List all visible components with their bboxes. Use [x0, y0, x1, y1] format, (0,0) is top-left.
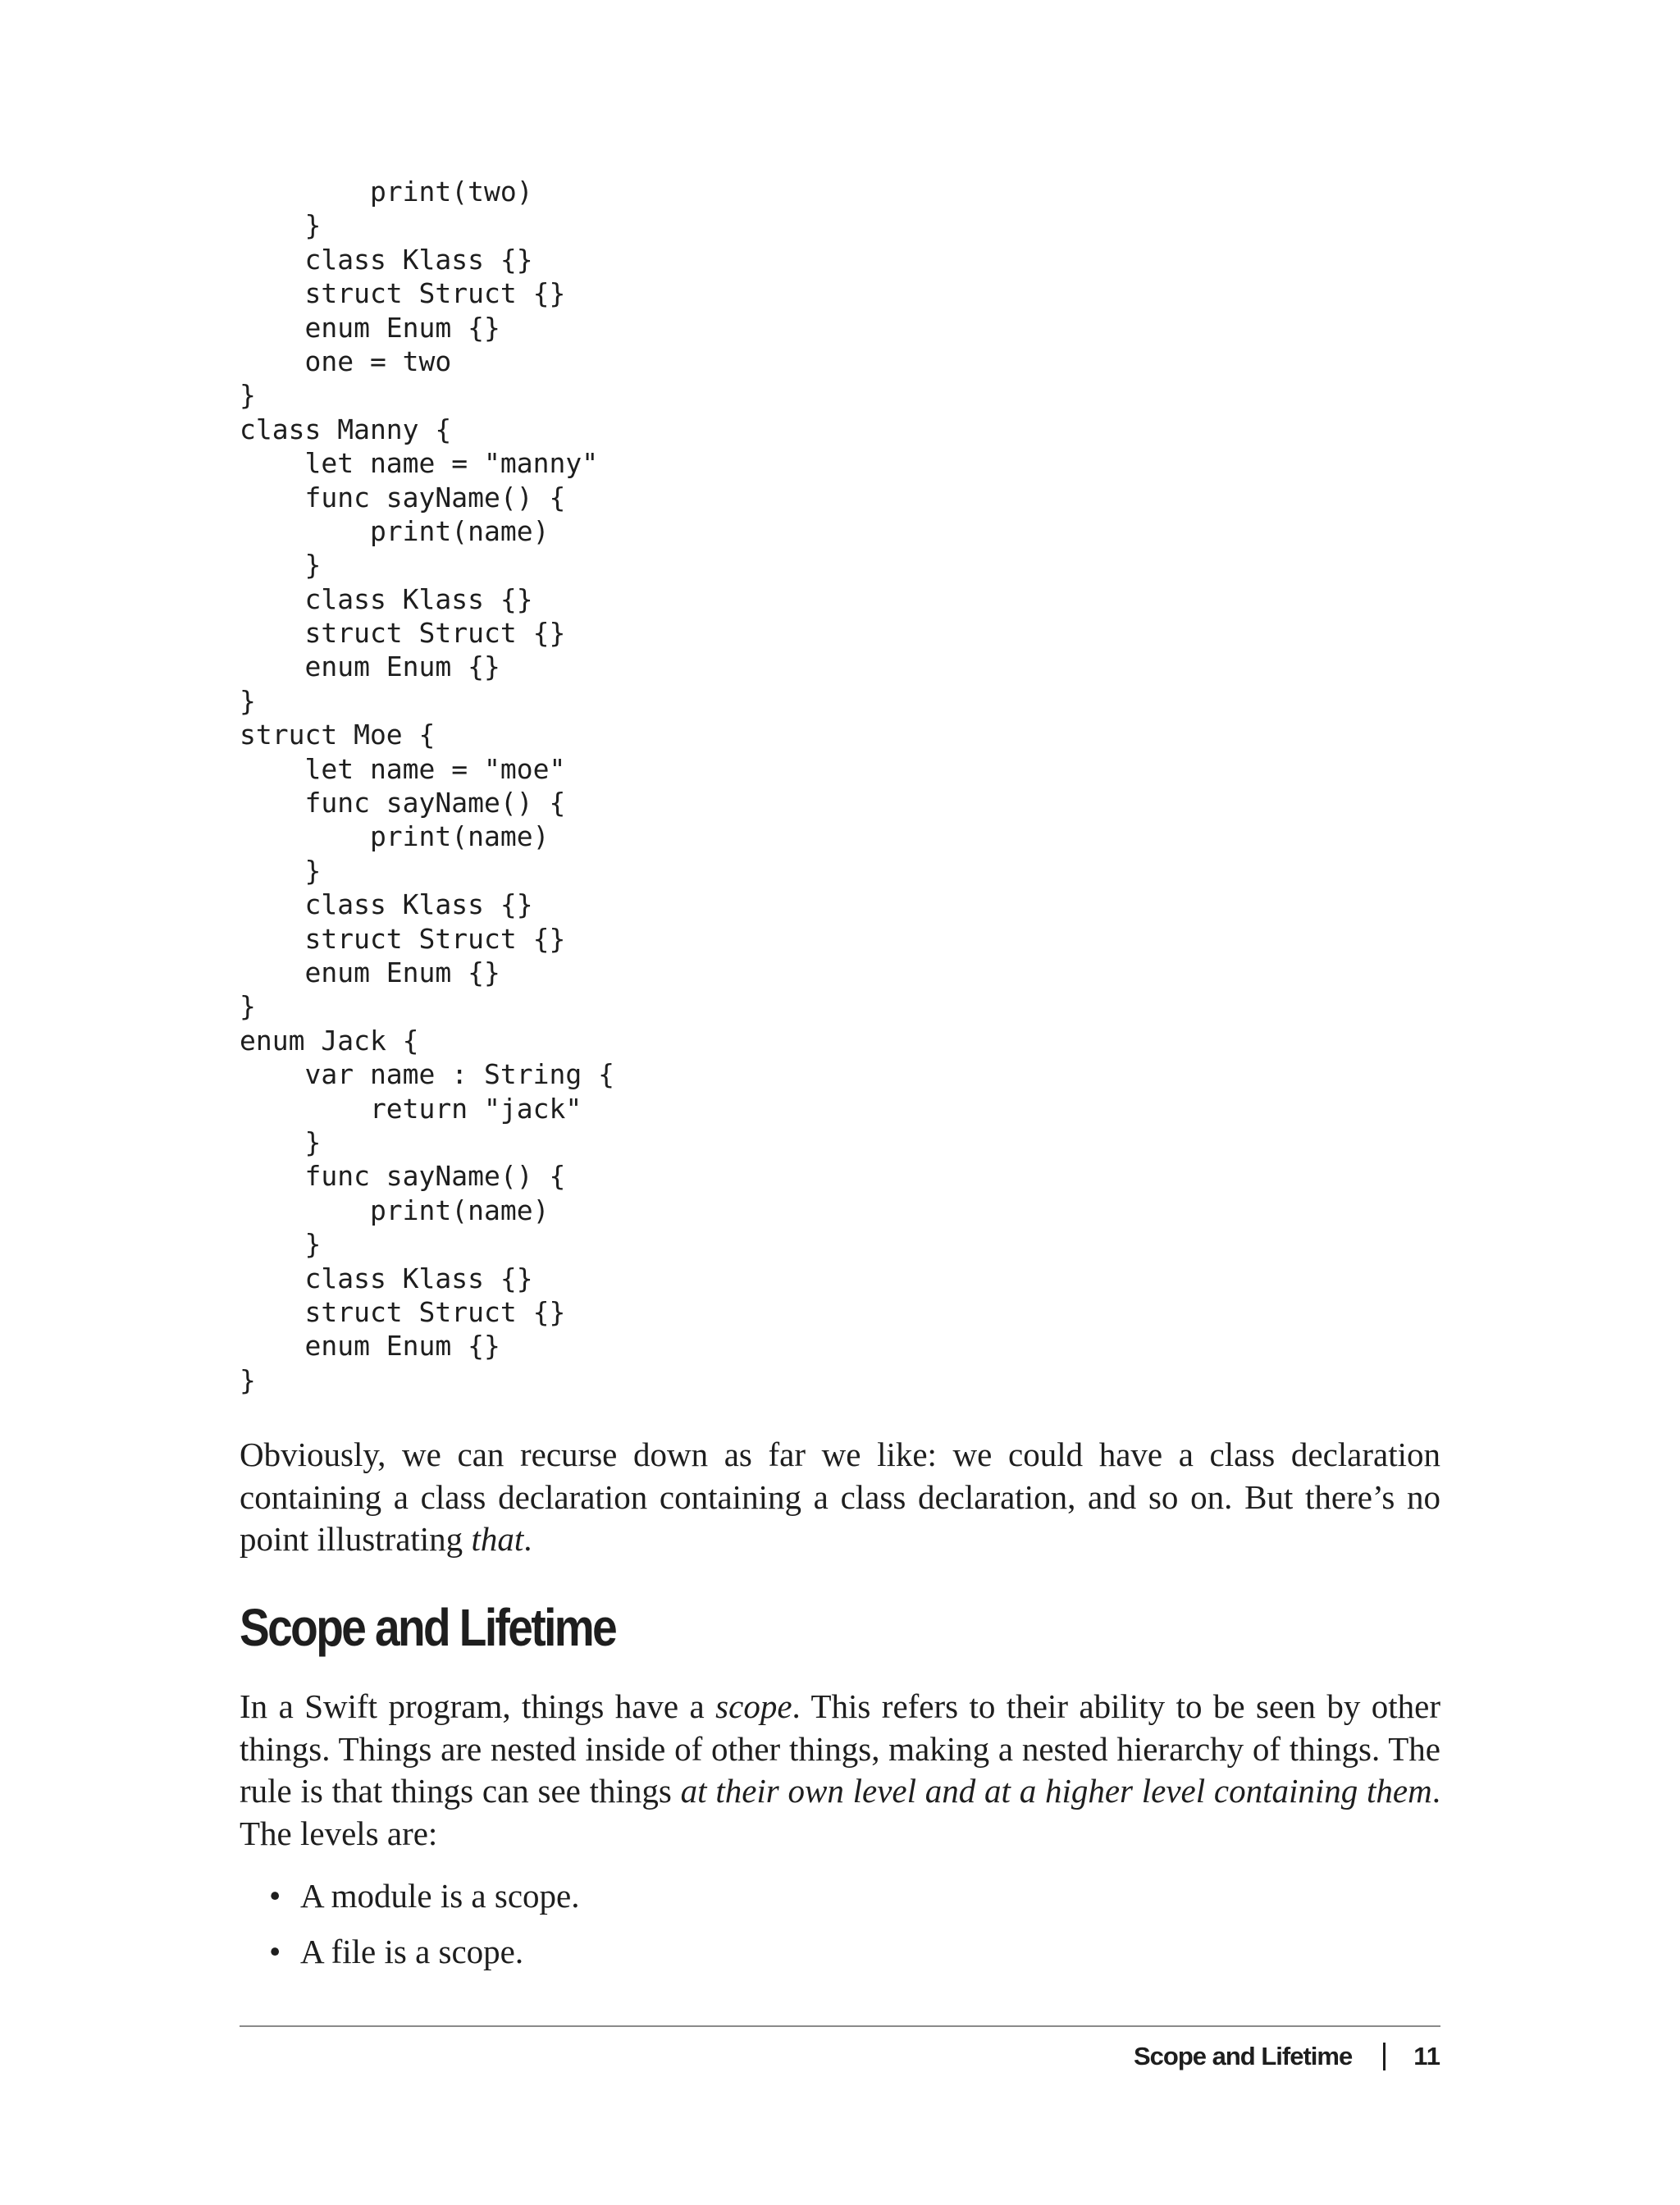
code-line: enum Enum {}	[240, 311, 500, 344]
code-line: struct Moe {	[240, 719, 436, 751]
code-line: enum Enum {}	[240, 956, 500, 988]
page-footer	[1134, 2034, 1440, 2079]
emphasis-levels: at their own level and at a higher level containing them	[680, 1772, 1432, 1810]
paragraph-text: Obviously, we can recurse down as far we like: we could have a class declaration containing a class declaration containing a class declaration, and so on. But there’s no point illustrating	[240, 1436, 1440, 1558]
paragraph-recursion	[240, 1434, 1440, 1561]
code-line: class Klass {}	[240, 243, 533, 276]
code-line: class Klass {}	[240, 582, 533, 615]
code-line: }	[240, 1228, 322, 1261]
code-line: let name = "moe"	[240, 752, 566, 785]
code-line: enum Enum {}	[240, 651, 500, 683]
code-line: func sayName() {	[240, 787, 566, 819]
code-line: return "jack"	[240, 1092, 582, 1125]
code-line: class Klass {}	[240, 888, 533, 921]
code-line: struct Struct {}	[240, 1295, 566, 1328]
code-line: one = two	[240, 345, 452, 377]
code-line: print(name)	[240, 514, 550, 547]
list-item-text: A file is a scope.	[300, 1932, 524, 1970]
code-line: let name = "manny"	[240, 447, 599, 480]
emphasis-that: that	[471, 1520, 524, 1558]
footer-section-title: Scope and Lifetime	[1133, 2042, 1353, 2070]
code-line: }	[240, 990, 256, 1023]
paragraph-scope	[240, 1686, 1440, 1855]
code-line: }	[240, 209, 322, 242]
paragraph-text: . This refers to their ability to be seen by other things. Things are nested inside of other things, making a nested hierarchy of things. The rule is that things can see things	[240, 1687, 1440, 1810]
code-line: var name : String {	[240, 1058, 614, 1091]
code-line: print(two)	[240, 176, 533, 208]
code-line: func sayName() {	[240, 1160, 566, 1193]
footer-separator	[1383, 2043, 1386, 2070]
code-line: print(name)	[240, 1194, 550, 1226]
code-line: }	[240, 1125, 322, 1158]
code-line: }	[240, 379, 256, 412]
emphasis-scope: scope	[715, 1687, 792, 1725]
paragraph-text: In a Swift program, things have a	[240, 1687, 716, 1725]
code-line: struct Struct {}	[240, 617, 566, 650]
code-line: class Manny {	[240, 413, 452, 445]
code-line: enum Enum {}	[240, 1330, 500, 1363]
code-line: }	[240, 684, 256, 717]
section-heading: Scope and Lifetime	[240, 1598, 616, 1657]
code-line: struct Struct {}	[240, 277, 566, 310]
list-item-text: A module is a scope.	[300, 1877, 580, 1915]
code-line: }	[240, 1363, 256, 1396]
code-line: }	[240, 854, 322, 887]
paragraph-end: .	[523, 1520, 532, 1558]
code-line: struct Struct {}	[240, 922, 566, 955]
code-block	[240, 175, 614, 1397]
code-line: class Klass {}	[240, 1262, 533, 1294]
list-item	[240, 1931, 579, 1974]
code-line: print(name)	[240, 820, 550, 853]
page-number: 11	[1413, 2042, 1440, 2070]
code-line: }	[240, 549, 322, 582]
code-line: func sayName() {	[240, 481, 566, 514]
list-item	[240, 1875, 579, 1918]
code-line: enum Jack {	[240, 1024, 419, 1057]
bullet-list	[240, 1875, 579, 1986]
paragraph-text: . The levels are:	[240, 1772, 1440, 1852]
bullet-glyph: •	[269, 1932, 281, 1970]
bullet-glyph: •	[269, 1877, 281, 1915]
footer-rule	[240, 2025, 1440, 2027]
